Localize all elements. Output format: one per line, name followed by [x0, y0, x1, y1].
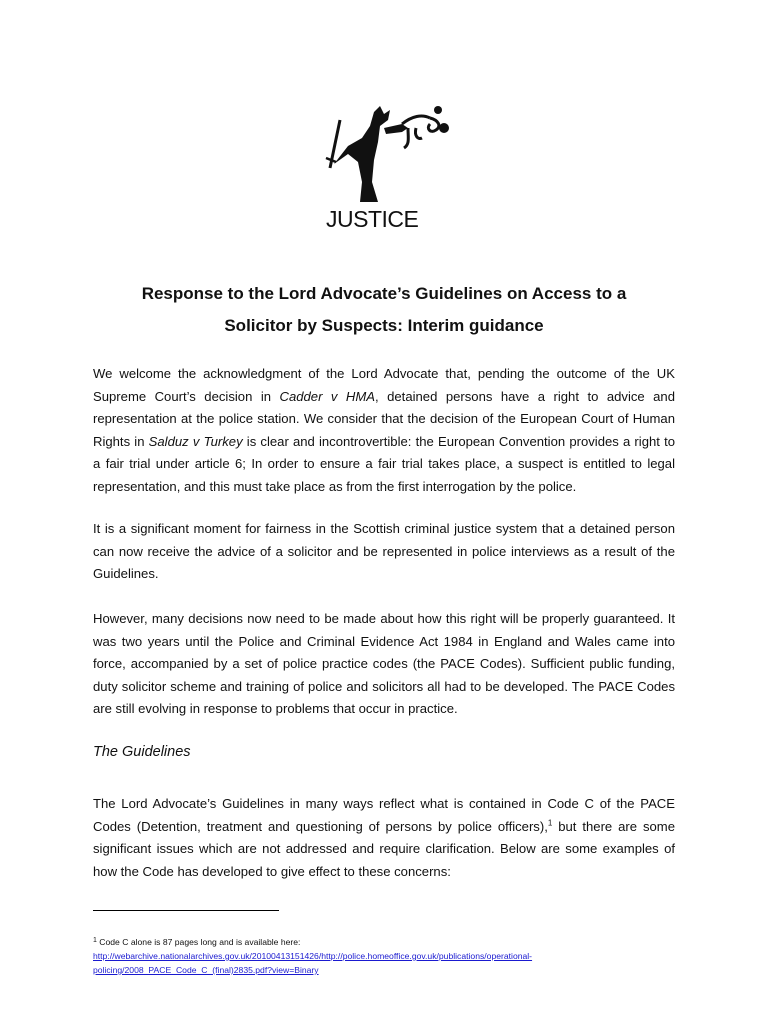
section-heading: The Guidelines: [93, 744, 191, 760]
paragraph-1: [93, 363, 675, 498]
page-title: [93, 278, 675, 342]
paragraph-2: It is a significant moment for fairness in the Scottish criminal justice system that a detained person can now receive the advice of a solicitor and be represented in police interviews as a result of the Guidelines.: [93, 521, 675, 581]
case-name-cadder: Cadder v HMA: [279, 388, 376, 404]
title-line-1: Response to the Lord Advocate’s Guidelines on Access to a: [141, 284, 627, 303]
para1-text-a: We welcome the acknowledgment of the Lord Advocate that, pending the outcome of the UK Supreme Court’s decision in: [93, 366, 675, 404]
footnote-link-part-1[interactable]: http://webarchive.nationalarchives.gov.uk/20100413151426/http://police.homeoffice.gov.uk/publications/operational-: [93, 951, 533, 961]
para4-text-b: but there are some significant issues which are not addressed and require clarification. Below are some examples of how the Code has developed to give effect to these concerns:: [93, 818, 675, 879]
para4-text-a: The Lord Advocate’s Guidelines in many ways reflect what is contained in Code C of the PACE Codes (Detention, treatment and questioning of persons by police officers),: [93, 796, 675, 834]
footnote-divider: [93, 910, 279, 911]
paragraph-4: [93, 793, 675, 883]
footnote: [93, 934, 693, 977]
footnote-reference[interactable]: 1: [547, 818, 553, 828]
para1-text-b: , detained persons have a right to advice and representation at the police station. We consider that the decision of the European Court of Human Rights in: [93, 388, 675, 449]
footnote-text-line: [93, 934, 693, 949]
para1-text-c: is clear and incontrovertible: the European Convention provides a right to a fair trial under article 6; In order to ensure a fair trial takes place, a suspect is entitled to legal representation, and this must take place as from the first interrogation by the police.: [93, 433, 675, 494]
case-name-salduz: Salduz v Turkey: [148, 433, 243, 449]
footnote-link-line-1: [93, 949, 693, 963]
footnote-link-part-2[interactable]: policing/2008_PACE_Code_C_(final)2835.pdf?view=Binary: [93, 965, 319, 975]
logo-text: JUSTICE: [326, 206, 419, 232]
footnote-number: 1: [93, 937, 97, 944]
title-line-2: Solicitor by Suspects: Interim guidance: [224, 316, 544, 335]
paragraph-3: However, many decisions now need to be made about how this right will be properly guaranteed. It was two years until the Police and Criminal Evidence Act 1984 in England and Wales came into force, accompanied by a set of police practice codes (the PACE Codes). Sufficient public funding, duty solicitor scheme and training of police and solicitors all had to be developed. The PACE Codes are still evolving in response to problems that occur in practice.: [93, 611, 675, 716]
footnote-link-line-2: [93, 963, 693, 977]
footnote-text: Code C alone is 87 pages long and is available here:: [99, 937, 301, 947]
